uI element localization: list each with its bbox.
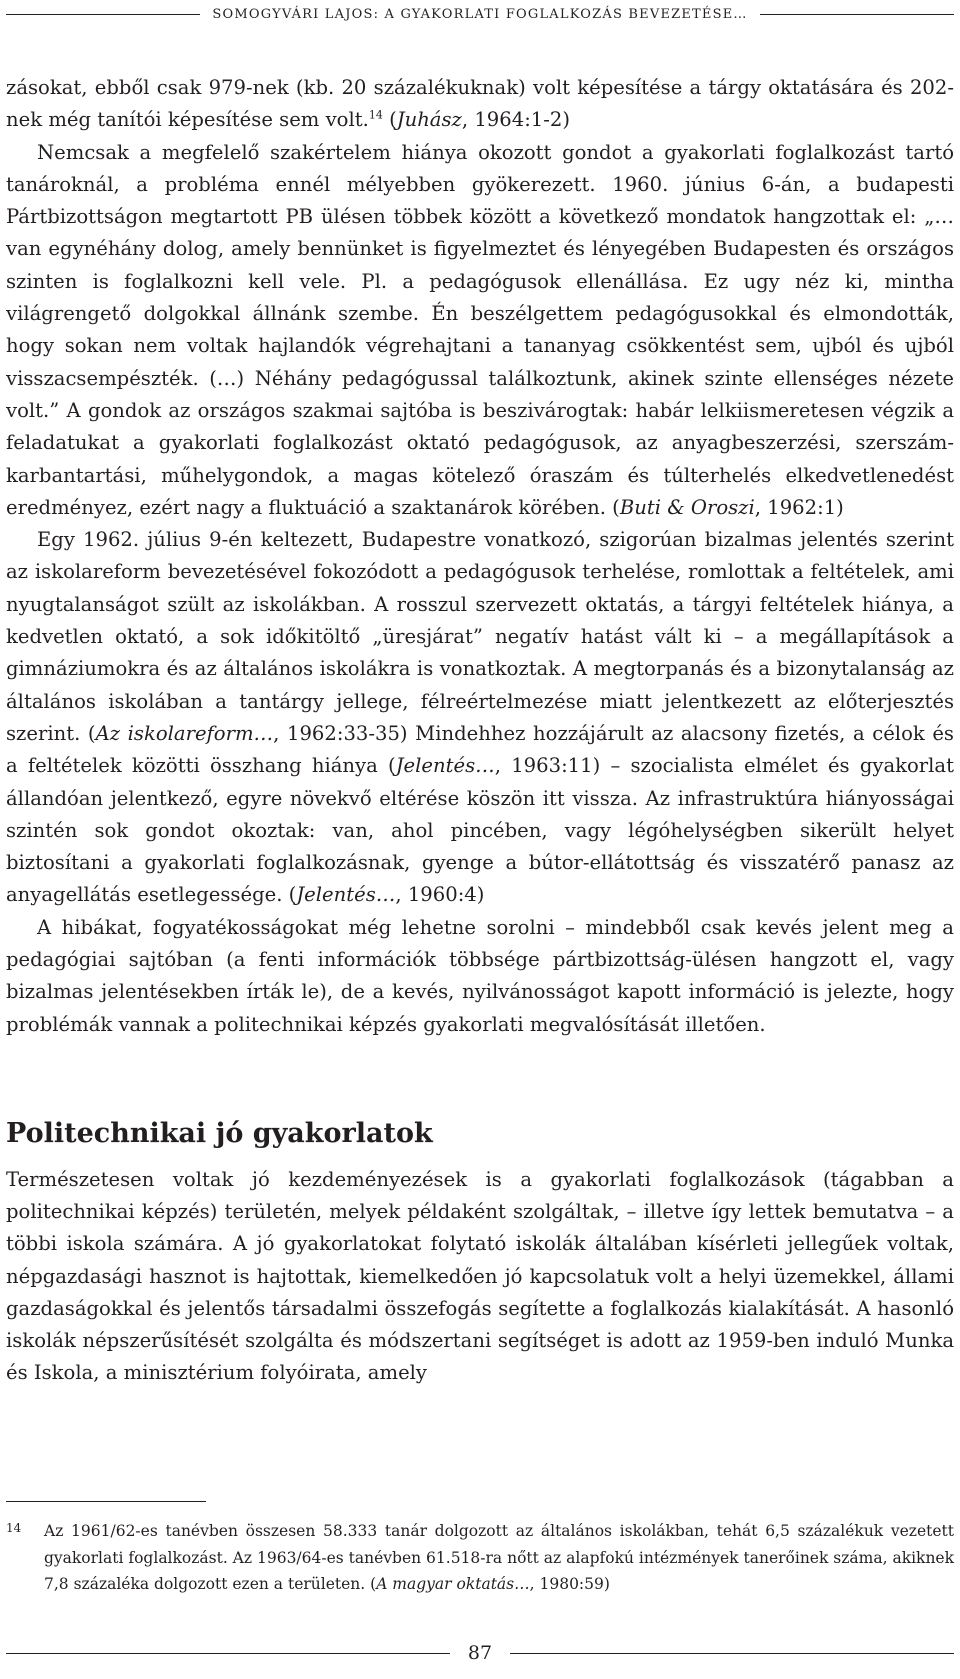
paragraph-text: , 1960:4) xyxy=(395,883,485,907)
citation-title: Jelentés… xyxy=(395,754,495,778)
paragraph-text: Egy 1962. július 9-én keltezett, Budapestre vonatkozó, szigorúan bizalmas jelentés szerint az iskolareform bevezetésével fokozódott a pedagógusok terhelése, romlottak a feltételek, ami nyugtalanságot szült az iskolákban. A rosszul szervezett oktatás, a tárgyi feltételek hiánya, a kedvetlen oktató, a sok időkitöltő „üresjárat” negatív hatást vált ki – a megállapítások a gimnáziumokra és az általános iskolákra is vonatkoztak. A megtorpanás és a bizonytalanság az általános iskolában a tantárgy jellege, félreértelmezése miatt jelentkezett az előterjesztés szerint. ( xyxy=(6,528,954,745)
paragraph-text: , 1962:1) xyxy=(754,495,844,519)
footnote-text-part: Az 1961/62-es tanévben összesen 58.333 tanár dolgozott az általános iskolákban, tehát 6,5 százalékuk vezetett gyakorlati foglalkozást. Az 1963/64-es tanévben 61.518-ra nőtt az alapfokú intézmények tanerőinek száma, akiknek 7,8 százaléka dolgozott ezen a területen. ( xyxy=(44,1522,954,1593)
footnote-number: 14 xyxy=(6,1521,22,1535)
paragraph-text: , 1963:11) – szocialista elmélet és gyakorlat állandóan jelentkező, egyre növekvő eltérése köszön itt vissza. Az infrastruktúra hiányosságai szintén sok gondot okoztak: van, ahol pincében, vagy légóhelységben sikerült helyet biztosítani a gyakorlati foglalkozásnak, gyenge a bútor-ellátottság és visszatérő panasz az anyagellátás esetlegessége. ( xyxy=(6,754,954,907)
paragraph: A hibákat, fogyatékosságokat még lehetne sorolni – mindebből csak kevés jelent meg a pedagógiai sajtóban (a fenti információk többsége pártbizottság-ülésen hangzott el, vagy bizalmas jelentésekben írták le), de a kevés, nyilvánosságot kapott információ is jelezte, hogy problémák vannak a politechnikai képzés gyakorlati megvalósítását illetően. xyxy=(6,915,954,1036)
footnote-reference-14[interactable]: 14 xyxy=(368,108,383,122)
footer-rule-right xyxy=(510,1653,954,1654)
running-head-rule-right xyxy=(760,14,954,15)
paragraph-text: , 1964:1-2) xyxy=(461,108,570,132)
section-paragraph: Természetesen voltak jó kezdeményezések is a gyakorlati foglalkozások (tágabban a politechnikai képzés) területén, melyek példaként szolgáltak, – illetve így lettek bemutatva – a többi iskola számára. A jó gyakorlatokat folytató iskolák általában kísérleti jellegűek voltak, népgazdasági hasznot is hajtottak, kiemelkedően jó kapcsolatuk volt a helyi üzemekkel, állami gazdaságokkal és jelentős társadalmi összefogás segítette a foglalkozás kialakítását. A hasonló iskolák népszerűsítését szolgálta és módszertani segítséget is adott az 1959-ben induló Munka és Iskola, a minisztérium folyóirata, amely xyxy=(6,1168,954,1385)
paragraph-text: , 1962:33-35) Mindehhez hozzájárult az alacsony fizetés, a célok és a feltételek közötti összhang hiánya ( xyxy=(6,721,954,778)
paragraph xyxy=(6,524,954,912)
running-head-text: SOMOGYVÁRI LAJOS: A GYAKORLATI FOGLALKOZÁS BEVEZETÉSE… xyxy=(212,6,748,22)
running-head-rule-left xyxy=(6,14,200,15)
citation-title: Az iskolareform… xyxy=(95,721,274,745)
citation-author: Juhász xyxy=(396,108,462,132)
paragraph xyxy=(6,137,954,525)
paragraph-text: ( xyxy=(382,108,397,132)
footnote-14 xyxy=(6,1518,954,1598)
citation-author: Buti & Oroszi xyxy=(619,495,755,519)
footnote-citation: A magyar oktatás… xyxy=(376,1575,530,1593)
paragraph-text: Nemcsak a megfelelő szakértelem hiánya okozott gondot a gyakorlati foglalkozást tartó tanároknál, a probléma ennél mélyebben gyökerezett. 1960. június 6-án, a budapesti Pártbizottságon megtartott PB ülésen többek között a következő mondatok hangzottak el: „…van egynéhány dolog, amely bennünket is figyelmeztet és lényegében Budapesten és országos szinten is foglalkozni kell vele. Pl. a pedagógusok ellenállása. Ez ugy néz ki, mintha világrengető dolgokkal állnánk szembe. Én beszélgettem pedagógusokkal és elmondották, hogy sokan nem voltak hajlandók végrehajtani a tananyag csökkentést sem, ujból és ujból visszacsempészték. (…) Néhány pedagógussal találkoztunk, akinek szinte ellenséges nézete volt.” A gondok az országos szakmai sajtóba is beszivárogtak: habár lelkiismeretesen végzik a feladatukat a gyakorlati foglalkozást oktató pedagógusok, az anyagbeszerzési, szerszám-karbantartási, műhelygondok, a magas kötelező óraszám és túlterhelés elkedvetlenedést eredményez, ezért nagy a fluktuáció a szaktanárok körében. ( xyxy=(6,140,954,519)
running-head xyxy=(0,2,960,26)
footnote-text xyxy=(44,1518,954,1598)
footnote-separator xyxy=(6,1501,206,1502)
footnote-text-part: , 1980:59) xyxy=(529,1575,610,1593)
footer-rule-left xyxy=(6,1653,450,1654)
body-text xyxy=(6,72,954,1041)
section-heading: Politechnikai jó gyakorlatok xyxy=(6,1118,433,1149)
page-number: 87 xyxy=(467,1642,493,1664)
paragraph-continued xyxy=(6,72,954,137)
citation-title: Jelentés… xyxy=(296,883,396,907)
page-footer xyxy=(0,1638,960,1668)
paragraph-text: zásokat, ebből csak 979-nek (kb. 20 százalékuknak) volt képesítése a tárgy oktatására és 202-nek még tanítói képesítése sem volt. xyxy=(6,76,954,132)
